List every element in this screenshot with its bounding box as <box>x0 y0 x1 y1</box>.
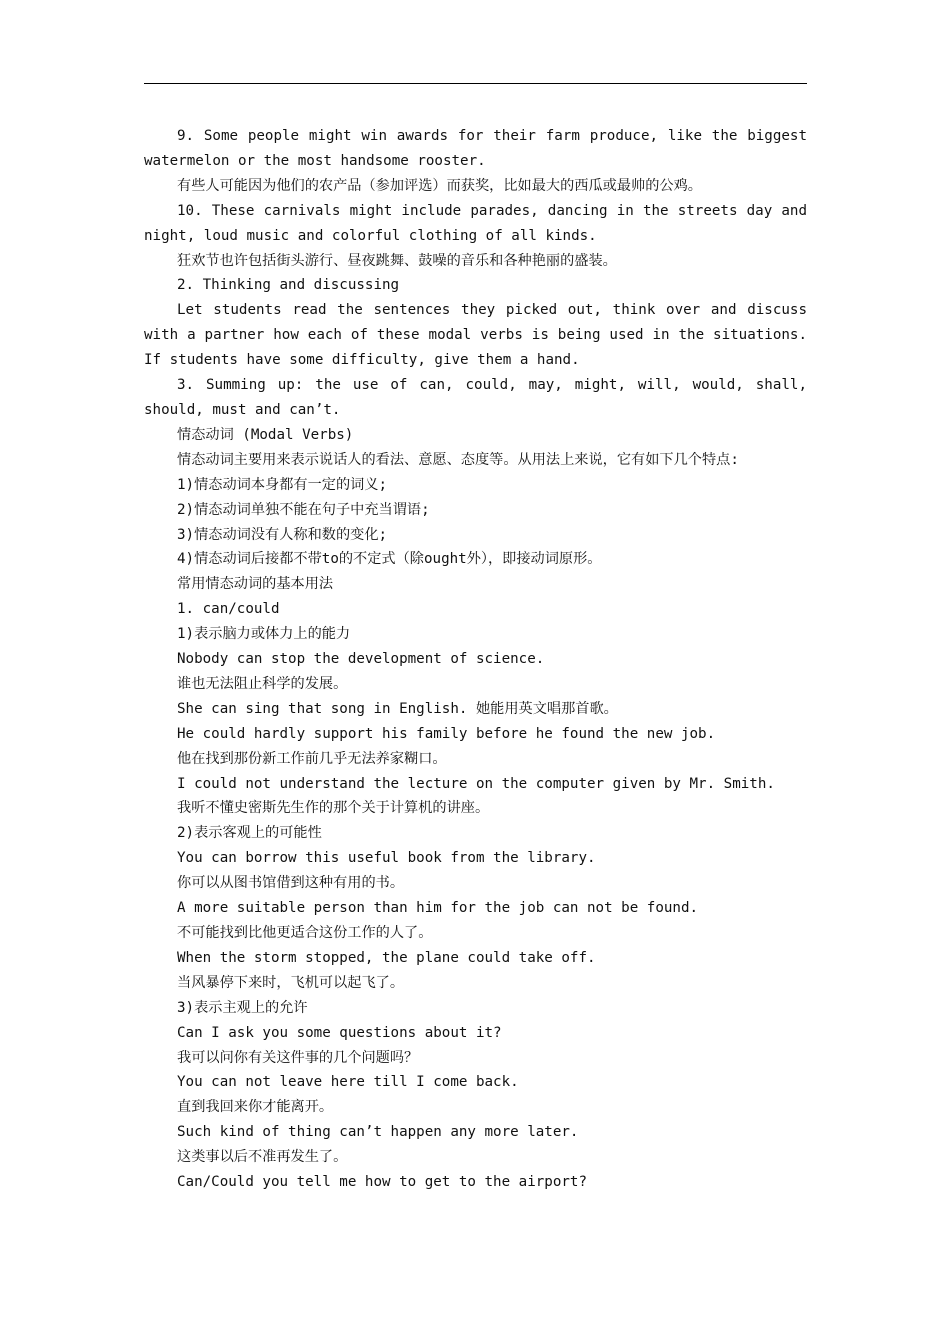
example-zh: 这类事以后不准再发生了。 <box>177 1149 348 1166</box>
paragraph-en-9: 9. Some people might win awards for their farm produce, like the biggest watermelon or the most handsome rooster. <box>144 128 816 169</box>
feature-item-2: 2)情态动词单独不能在句子中充当谓语; <box>177 501 430 518</box>
example-zh: 我听不懂史密斯先生作的那个关于计算机的讲座。 <box>177 800 490 817</box>
paragraph-instructions: Let students read the sentences they picked out, think over and discuss with a partner how each of these modal verbs is being used in the situations. If students have some difficulty, give them a hand. <box>144 302 816 369</box>
paragraph-zh-10: 狂欢节也许包括街头游行、昼夜跳舞、鼓噪的音乐和各种艳丽的盛装。 <box>177 252 617 269</box>
example-en: I could not understand the lecture on the computer given by Mr. Smith. <box>177 775 775 792</box>
feature-item-3: 3)情态动词没有人称和数的变化; <box>177 526 388 543</box>
example-en: A more suitable person than him for the job can not be found. <box>177 900 699 917</box>
example-zh: 当风暴停下来时，飞机可以起飞了。 <box>177 974 405 991</box>
example-en: He could hardly support his family before he found the new job. <box>177 725 716 742</box>
example-en: You can not leave here till I come back. <box>177 1074 519 1091</box>
subheading-ability: 1)表示脑力或体力上的能力 <box>177 626 351 643</box>
heading-can-could: 1. can/could <box>177 601 280 618</box>
paragraph-modal-intro: 情态动词主要用来表示说话人的看法、意愿、态度等。从用法上来说，它有如下几个特点: <box>177 451 739 468</box>
paragraph-en-10: 10. These carnivals might include parades, dancing in the streets day and night, loud music and colorful clothing of all kinds. <box>144 202 816 244</box>
example-zh: 你可以从图书馆借到这种有用的书。 <box>177 875 405 892</box>
subheading-permission: 3)表示主观上的允许 <box>177 999 308 1016</box>
section-heading-thinking: 2. Thinking and discussing <box>177 277 400 294</box>
example-zh: 不可能找到比他更适合这份工作的人了。 <box>177 925 433 941</box>
feature-item-4: 4)情态动词后接都不带to的不定式（除ought外），即接动词原形。 <box>177 551 602 568</box>
example-zh: 直到我回来你才能离开。 <box>177 1099 334 1116</box>
example-zh: 谁也无法阻止科学的发展。 <box>177 675 348 692</box>
section-heading-summing-up: 3. Summing up: the use of can, could, may, might, will, would, shall, should, must and can’t. <box>144 377 816 418</box>
example-en: Can I ask you some questions about it? <box>177 1024 502 1041</box>
example-en: She can sing that song in English. 她能用英文唱那首歌。 <box>177 700 618 717</box>
example-en: Such kind of thing can’t happen any more later. <box>177 1124 579 1141</box>
feature-item-1: 1)情态动词本身都有一定的词义; <box>177 476 388 493</box>
example-en: When the storm stopped, the plane could take off. <box>177 949 596 966</box>
heading-basic-usage: 常用情态动词的基本用法 <box>177 576 334 593</box>
header-rule <box>144 83 807 84</box>
example-en: You can borrow this useful book from the library. <box>177 850 596 867</box>
example-en: Can/Could you tell me how to get to the airport? <box>177 1174 587 1191</box>
example-en: Nobody can stop the development of science. <box>177 651 545 668</box>
document-body <box>144 124 816 1195</box>
subheading-possibility: 2)表示客观上的可能性 <box>177 825 322 842</box>
example-zh: 他在找到那份新工作前几乎无法养家糊口。 <box>177 750 447 767</box>
paragraph-zh-9: 有些人可能因为他们的农产品（参加评选）而获奖，比如最大的西瓜或最帅的公鸡。 <box>177 177 702 194</box>
heading-modal-verbs: 情态动词 (Modal Verbs) <box>177 426 354 443</box>
example-zh: 我可以问你有关这件事的几个问题吗？ <box>177 1049 419 1066</box>
